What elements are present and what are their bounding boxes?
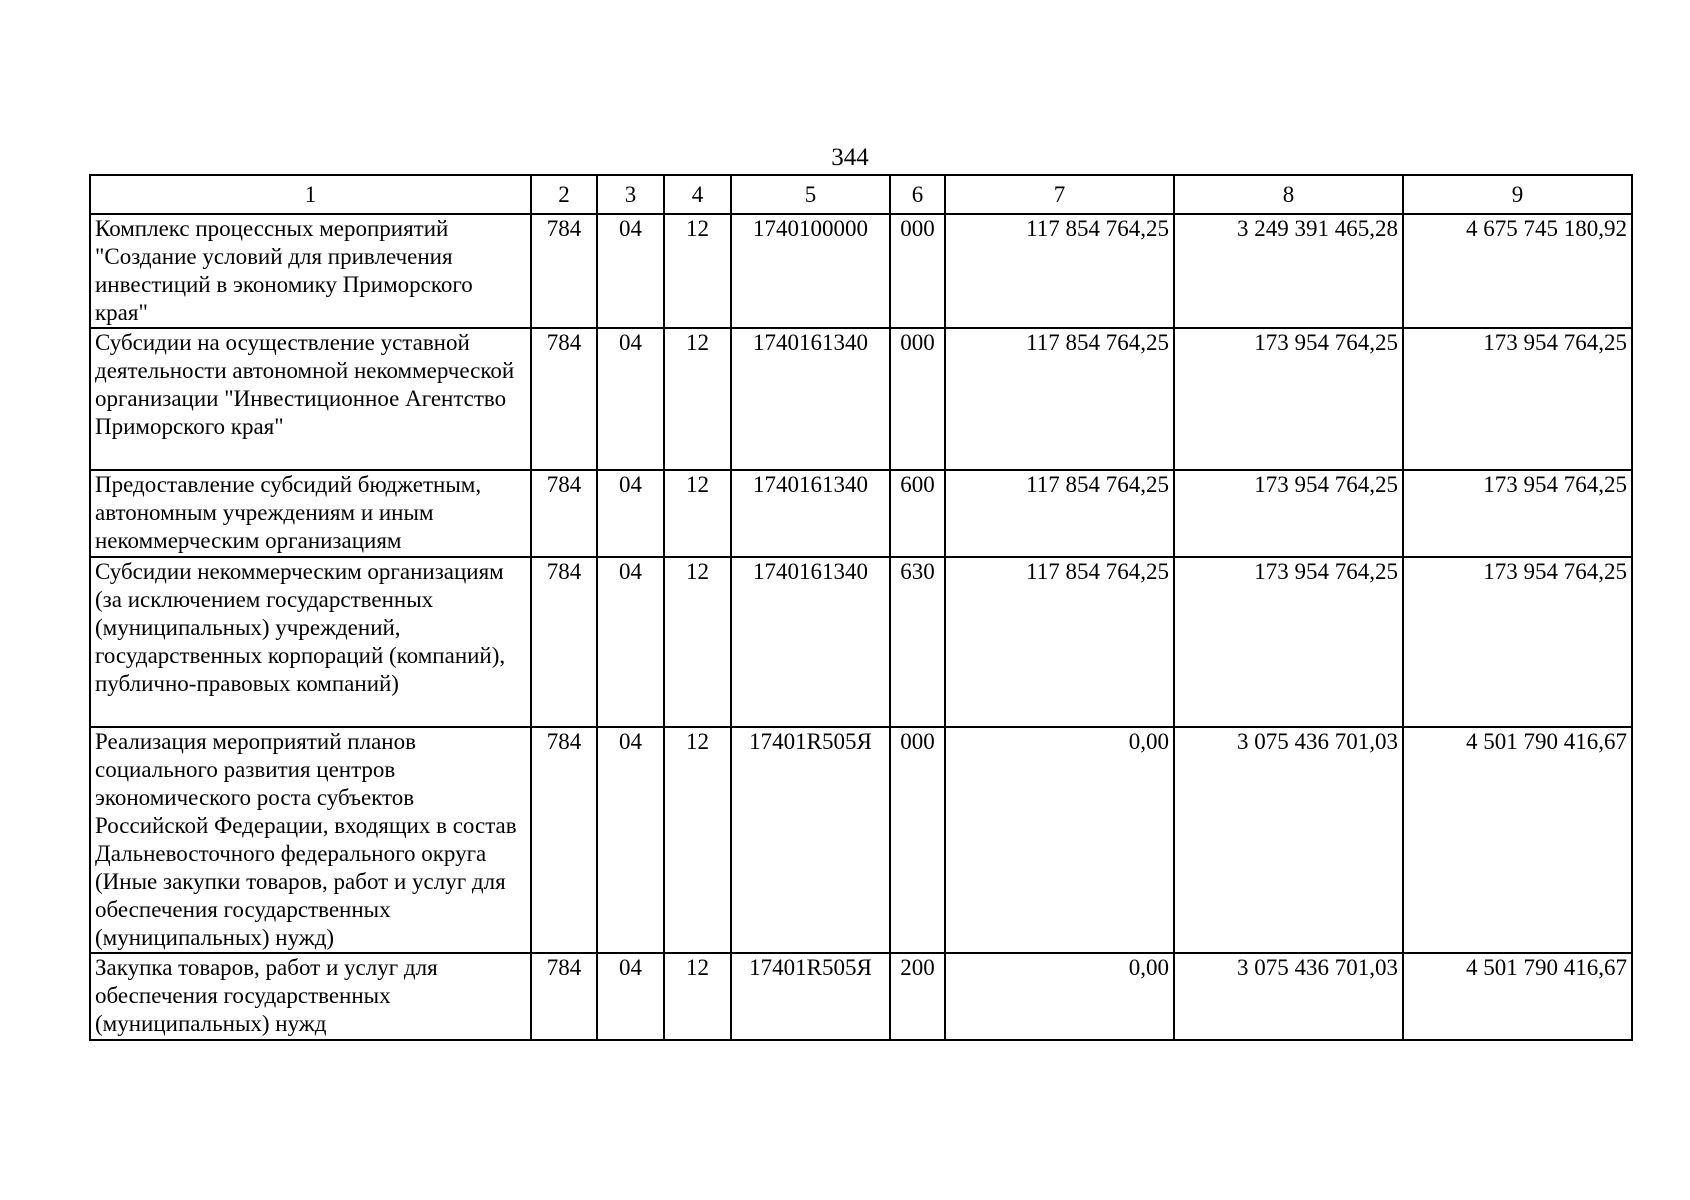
row-name: Реализация мероприятий планов социального развития центров экономического роста субъектов Российской Федерации, входящих в состав Дальневосточного федерального округа (Иные закупки товаров, работ и услуг для обеспечения государственных (муниципальных) нужд) (90, 727, 531, 953)
amount-col8: 3 075 436 701,03 (1174, 953, 1403, 1040)
header-cell: 2 (531, 175, 597, 214)
ministry-code: 784 (531, 557, 597, 727)
target-article-code: 1740161340 (731, 470, 890, 557)
amount-col7: 117 854 764,25 (945, 214, 1174, 328)
section-code: 04 (597, 953, 664, 1040)
subsection-code: 12 (664, 557, 731, 727)
row-name: Предоставление субсидий бюджетным, автономным учреждениям и иным некоммерческим организациям (90, 470, 531, 557)
subsection-code: 12 (664, 953, 731, 1040)
header-cell: 7 (945, 175, 1174, 214)
row-name: Закупка товаров, работ и услуг для обеспечения государственных (муниципальных) нужд (90, 953, 531, 1040)
amount-col7: 0,00 (945, 727, 1174, 953)
table-row (90, 953, 1632, 1040)
table-row (90, 727, 1632, 953)
row-name: Субсидии на осуществление уставной деятельности автономной некоммерческой организации "Инвестиционное Агентство Приморского края" (90, 328, 531, 470)
subsection-code: 12 (664, 470, 731, 557)
subsection-code: 12 (664, 328, 731, 470)
row-name: Комплекс процессных мероприятий "Создание условий для привлечения инвестиций в экономику Приморского края" (90, 214, 531, 328)
target-article-code: 1740161340 (731, 328, 890, 470)
subsection-code: 12 (664, 727, 731, 953)
amount-col9: 173 954 764,25 (1403, 328, 1632, 470)
header-cell: 4 (664, 175, 731, 214)
amount-col8: 173 954 764,25 (1174, 328, 1403, 470)
table-row (90, 214, 1632, 328)
ministry-code: 784 (531, 470, 597, 557)
amount-col9: 173 954 764,25 (1403, 557, 1632, 727)
row-name: Субсидии некоммерческим организациям (за исключением государственных (муниципальных) учреждений, государственных корпораций (компаний), публично-правовых компаний) (90, 557, 531, 727)
amount-col7: 0,00 (945, 953, 1174, 1040)
target-article-code: 17401R505Я (731, 953, 890, 1040)
amount-col8: 3 249 391 465,28 (1174, 214, 1403, 328)
target-article-code: 1740161340 (731, 557, 890, 727)
table-row (90, 470, 1632, 557)
section-code: 04 (597, 214, 664, 328)
expense-type-code: 000 (890, 214, 945, 328)
target-article-code: 17401R505Я (731, 727, 890, 953)
expense-type-code: 600 (890, 470, 945, 557)
expense-type-code: 200 (890, 953, 945, 1040)
table-row (90, 557, 1632, 727)
amount-col7: 117 854 764,25 (945, 557, 1174, 727)
section-code: 04 (597, 328, 664, 470)
ministry-code: 784 (531, 214, 597, 328)
ministry-code: 784 (531, 727, 597, 953)
section-code: 04 (597, 727, 664, 953)
amount-col7: 117 854 764,25 (945, 470, 1174, 557)
budget-table (89, 174, 1633, 1041)
amount-col9: 173 954 764,25 (1403, 470, 1632, 557)
subsection-code: 12 (664, 214, 731, 328)
amount-col8: 173 954 764,25 (1174, 557, 1403, 727)
expense-type-code: 630 (890, 557, 945, 727)
expense-type-code: 000 (890, 328, 945, 470)
amount-col8: 3 075 436 701,03 (1174, 727, 1403, 953)
target-article-code: 1740100000 (731, 214, 890, 328)
table-row (90, 328, 1632, 470)
header-cell: 1 (90, 175, 531, 214)
header-cell: 8 (1174, 175, 1403, 214)
page-number: 344 (831, 144, 869, 171)
amount-col9: 4 501 790 416,67 (1403, 953, 1632, 1040)
ministry-code: 784 (531, 953, 597, 1040)
expense-type-code: 000 (890, 727, 945, 953)
header-cell: 6 (890, 175, 945, 214)
amount-col9: 4 501 790 416,67 (1403, 727, 1632, 953)
header-row (90, 175, 1632, 214)
amount-col8: 173 954 764,25 (1174, 470, 1403, 557)
header-cell: 9 (1403, 175, 1632, 214)
header-cell: 3 (597, 175, 664, 214)
section-code: 04 (597, 470, 664, 557)
amount-col7: 117 854 764,25 (945, 328, 1174, 470)
header-cell: 5 (731, 175, 890, 214)
ministry-code: 784 (531, 328, 597, 470)
amount-col9: 4 675 745 180,92 (1403, 214, 1632, 328)
section-code: 04 (597, 557, 664, 727)
